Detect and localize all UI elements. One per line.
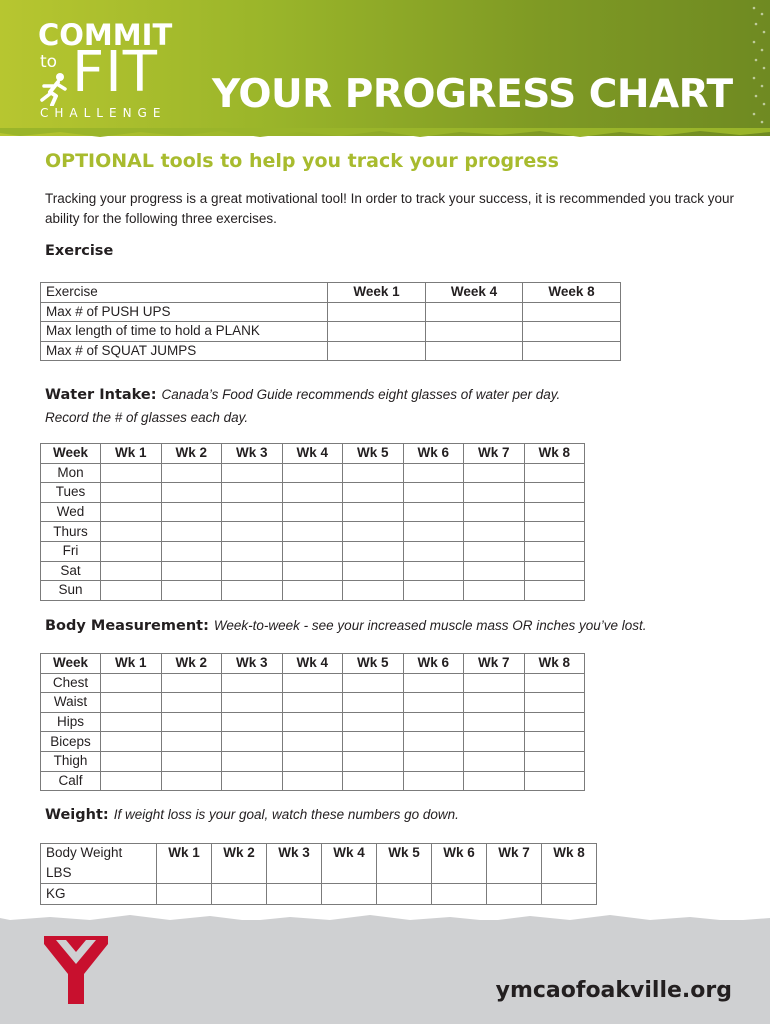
table-header: Wk 6 xyxy=(403,654,464,674)
table-row xyxy=(41,712,585,732)
table-row xyxy=(41,751,585,771)
entry-cell[interactable] xyxy=(524,673,585,693)
row-label: Thurs xyxy=(41,522,101,542)
row-label: Max # of SQUAT JUMPS xyxy=(41,341,328,361)
water-table xyxy=(40,443,585,601)
exercise-table xyxy=(40,282,621,361)
footer xyxy=(0,920,770,1024)
table-header-row xyxy=(41,283,621,303)
row-label: Wed xyxy=(41,502,101,522)
entry-cell[interactable] xyxy=(212,883,267,904)
water-heading-label: Water Intake: xyxy=(45,387,157,403)
entry-cell[interactable] xyxy=(222,522,283,542)
entry-cell[interactable] xyxy=(464,502,525,522)
table-header: Wk 5 xyxy=(343,444,404,464)
logo-commit-text: COMMIT xyxy=(38,18,173,52)
entry-cell[interactable] xyxy=(222,751,283,771)
entry-cell[interactable] xyxy=(524,751,585,771)
entry-cell[interactable] xyxy=(432,863,487,884)
header-banner xyxy=(0,0,770,136)
entry-cell[interactable] xyxy=(343,732,404,752)
entry-cell[interactable] xyxy=(322,883,377,904)
entry-cell[interactable] xyxy=(524,561,585,581)
table-row xyxy=(41,541,585,561)
row-label: Max length of time to hold a PLANK xyxy=(41,322,328,342)
table-header: Wk 5 xyxy=(343,654,404,674)
entry-cell[interactable] xyxy=(282,732,343,752)
table-header: Wk 8 xyxy=(542,844,597,863)
water-note: Canada’s Food Guide recommends eight glasses of water per day. xyxy=(161,387,561,402)
entry-cell[interactable] xyxy=(403,561,464,581)
table-header-row xyxy=(41,844,597,863)
logo-challenge-text: CHALLENGE xyxy=(40,106,167,120)
entry-cell[interactable] xyxy=(101,541,162,561)
table-header: Wk 8 xyxy=(524,444,585,464)
entry-cell[interactable] xyxy=(222,541,283,561)
entry-cell[interactable] xyxy=(328,302,426,322)
entry-cell[interactable] xyxy=(222,732,283,752)
entry-cell[interactable] xyxy=(343,771,404,791)
table-header: Wk 3 xyxy=(267,844,322,863)
entry-cell[interactable] xyxy=(222,693,283,713)
row-label: Sun xyxy=(41,581,101,601)
row-label: KG xyxy=(41,883,157,904)
body-heading-label: Body Measurement: xyxy=(45,618,209,634)
entry-cell[interactable] xyxy=(101,732,162,752)
table-header: Week 8 xyxy=(523,283,621,303)
entry-cell[interactable] xyxy=(157,883,212,904)
entry-cell[interactable] xyxy=(222,463,283,483)
weight-heading xyxy=(45,807,459,823)
table-row xyxy=(41,502,585,522)
entry-cell[interactable] xyxy=(282,673,343,693)
section-subtitle: OPTIONAL tools to help you track your progress xyxy=(45,150,559,172)
entry-cell[interactable] xyxy=(403,581,464,601)
table-header: Wk 5 xyxy=(377,844,432,863)
entry-cell[interactable] xyxy=(464,522,525,542)
table-header: Body Weight xyxy=(41,844,157,863)
row-label: Waist xyxy=(41,693,101,713)
entry-cell[interactable] xyxy=(101,751,162,771)
entry-cell[interactable] xyxy=(282,693,343,713)
entry-cell[interactable] xyxy=(101,712,162,732)
entry-cell[interactable] xyxy=(212,863,267,884)
entry-cell[interactable] xyxy=(524,522,585,542)
entry-cell[interactable] xyxy=(524,732,585,752)
row-label: Calf xyxy=(41,771,101,791)
entry-cell[interactable] xyxy=(161,581,222,601)
row-label: Thigh xyxy=(41,751,101,771)
table-header: Wk 1 xyxy=(157,844,212,863)
table-header: Wk 4 xyxy=(322,844,377,863)
entry-cell[interactable] xyxy=(343,502,404,522)
ymca-logo-icon xyxy=(42,934,112,1006)
table-row xyxy=(41,693,585,713)
entry-cell[interactable] xyxy=(464,712,525,732)
entry-cell[interactable] xyxy=(464,483,525,503)
table-header: Week xyxy=(41,444,101,464)
entry-cell[interactable] xyxy=(222,502,283,522)
row-label: Max # of PUSH UPS xyxy=(41,302,328,322)
entry-cell[interactable] xyxy=(523,302,621,322)
entry-cell[interactable] xyxy=(267,863,322,884)
table-header: Wk 4 xyxy=(282,654,343,674)
table-row xyxy=(41,483,585,503)
entry-cell[interactable] xyxy=(101,463,162,483)
entry-cell[interactable] xyxy=(101,522,162,542)
entry-cell[interactable] xyxy=(282,561,343,581)
entry-cell[interactable] xyxy=(161,522,222,542)
entry-cell[interactable] xyxy=(403,522,464,542)
table-header: Wk 1 xyxy=(101,444,162,464)
entry-cell[interactable] xyxy=(542,863,597,884)
row-label: Chest xyxy=(41,673,101,693)
entry-cell[interactable] xyxy=(161,693,222,713)
entry-cell[interactable] xyxy=(161,483,222,503)
entry-cell[interactable] xyxy=(222,561,283,581)
entry-cell[interactable] xyxy=(222,673,283,693)
entry-cell[interactable] xyxy=(161,712,222,732)
entry-cell[interactable] xyxy=(343,673,404,693)
entry-cell[interactable] xyxy=(282,771,343,791)
table-row xyxy=(41,463,585,483)
entry-cell[interactable] xyxy=(328,322,426,342)
entry-cell[interactable] xyxy=(343,693,404,713)
entry-cell[interactable] xyxy=(222,712,283,732)
table-row xyxy=(41,863,597,884)
entry-cell[interactable] xyxy=(464,463,525,483)
entry-cell[interactable] xyxy=(282,522,343,542)
entry-cell[interactable] xyxy=(464,673,525,693)
entry-cell[interactable] xyxy=(161,463,222,483)
entry-cell[interactable] xyxy=(161,732,222,752)
entry-cell[interactable] xyxy=(464,561,525,581)
entry-cell[interactable] xyxy=(464,771,525,791)
entry-cell[interactable] xyxy=(343,751,404,771)
entry-cell[interactable] xyxy=(161,502,222,522)
entry-cell[interactable] xyxy=(542,883,597,904)
entry-cell[interactable] xyxy=(524,771,585,791)
table-header: Wk 3 xyxy=(222,654,283,674)
entry-cell[interactable] xyxy=(403,541,464,561)
entry-cell[interactable] xyxy=(282,581,343,601)
entry-cell[interactable] xyxy=(403,673,464,693)
entry-cell[interactable] xyxy=(524,463,585,483)
entry-cell[interactable] xyxy=(403,751,464,771)
page-title: YOUR PROGRESS CHART xyxy=(212,72,733,117)
banner-dot-pattern xyxy=(748,0,770,130)
entry-cell[interactable] xyxy=(426,322,523,342)
entry-cell[interactable] xyxy=(524,483,585,503)
entry-cell[interactable] xyxy=(101,561,162,581)
table-header: Wk 4 xyxy=(282,444,343,464)
weight-note: If weight loss is your goal, watch these numbers go down. xyxy=(113,807,459,822)
entry-cell[interactable] xyxy=(464,732,525,752)
water-note-2: Record the # of glasses each day. xyxy=(45,410,249,425)
entry-cell[interactable] xyxy=(524,581,585,601)
entry-cell[interactable] xyxy=(282,463,343,483)
logo-to-text: to xyxy=(40,52,58,72)
banner-rough-edge xyxy=(0,128,770,140)
table-header: Wk 7 xyxy=(487,844,542,863)
weight-table xyxy=(40,843,597,905)
entry-cell[interactable] xyxy=(403,483,464,503)
body-note: Week-to-week - see your increased muscle mass OR inches you’ve lost. xyxy=(213,618,647,633)
entry-cell[interactable] xyxy=(403,771,464,791)
table-header-row xyxy=(41,444,585,464)
body-table xyxy=(40,653,585,791)
table-row xyxy=(41,771,585,791)
table-header: Wk 7 xyxy=(464,444,525,464)
table-header: Exercise xyxy=(41,283,328,303)
entry-cell[interactable] xyxy=(464,751,525,771)
entry-cell[interactable] xyxy=(161,751,222,771)
entry-cell[interactable] xyxy=(343,522,404,542)
entry-cell[interactable] xyxy=(524,502,585,522)
entry-cell[interactable] xyxy=(524,541,585,561)
entry-cell[interactable] xyxy=(343,712,404,732)
table-row xyxy=(41,302,621,322)
entry-cell[interactable] xyxy=(464,693,525,713)
table-row xyxy=(41,883,597,904)
entry-cell[interactable] xyxy=(523,322,621,342)
entry-cell[interactable] xyxy=(343,561,404,581)
table-row xyxy=(41,322,621,342)
entry-cell[interactable] xyxy=(464,581,525,601)
entry-cell[interactable] xyxy=(426,341,523,361)
runner-icon xyxy=(38,72,70,106)
entry-cell[interactable] xyxy=(524,712,585,732)
entry-cell[interactable] xyxy=(282,483,343,503)
entry-cell[interactable] xyxy=(403,712,464,732)
entry-cell[interactable] xyxy=(101,502,162,522)
entry-cell[interactable] xyxy=(282,751,343,771)
table-header: Wk 2 xyxy=(161,444,222,464)
table-header: Wk 2 xyxy=(161,654,222,674)
table-row xyxy=(41,561,585,581)
exercise-heading: Exercise xyxy=(45,243,114,259)
table-row xyxy=(41,581,585,601)
table-row xyxy=(41,522,585,542)
entry-cell[interactable] xyxy=(222,581,283,601)
table-header: Wk 8 xyxy=(524,654,585,674)
table-header: Week 1 xyxy=(328,283,426,303)
water-heading xyxy=(45,387,560,403)
entry-cell[interactable] xyxy=(403,693,464,713)
table-header: Wk 3 xyxy=(222,444,283,464)
entry-cell[interactable] xyxy=(282,541,343,561)
table-header: Wk 7 xyxy=(464,654,525,674)
logo-fit-text: FIT xyxy=(72,40,158,105)
entry-cell[interactable] xyxy=(403,502,464,522)
entry-cell[interactable] xyxy=(101,483,162,503)
entry-cell[interactable] xyxy=(432,883,487,904)
row-label: LBS xyxy=(41,863,157,884)
table-row xyxy=(41,341,621,361)
entry-cell[interactable] xyxy=(523,341,621,361)
body-heading xyxy=(45,618,647,634)
entry-cell[interactable] xyxy=(322,863,377,884)
entry-cell[interactable] xyxy=(328,341,426,361)
entry-cell[interactable] xyxy=(157,863,212,884)
entry-cell[interactable] xyxy=(343,541,404,561)
table-header: Wk 1 xyxy=(101,654,162,674)
entry-cell[interactable] xyxy=(101,771,162,791)
entry-cell[interactable] xyxy=(282,712,343,732)
entry-cell[interactable] xyxy=(222,771,283,791)
entry-cell[interactable] xyxy=(101,673,162,693)
row-label: Fri xyxy=(41,541,101,561)
entry-cell[interactable] xyxy=(267,883,322,904)
entry-cell[interactable] xyxy=(161,771,222,791)
entry-cell[interactable] xyxy=(101,581,162,601)
entry-cell[interactable] xyxy=(464,541,525,561)
table-row xyxy=(41,673,585,693)
entry-cell[interactable] xyxy=(487,883,542,904)
entry-cell[interactable] xyxy=(343,483,404,503)
table-header: Week xyxy=(41,654,101,674)
entry-cell[interactable] xyxy=(403,463,464,483)
entry-cell[interactable] xyxy=(222,483,283,503)
row-label: Sat xyxy=(41,561,101,581)
table-header-row xyxy=(41,654,585,674)
footer-url[interactable]: ymcaofoakville.org xyxy=(495,978,732,1003)
entry-cell[interactable] xyxy=(343,581,404,601)
row-label: Hips xyxy=(41,712,101,732)
intro-paragraph: Tracking your progress is a great motivational tool! In order to track your success, it is recommended you track your ability for the following three exercises. xyxy=(45,191,735,226)
entry-cell[interactable] xyxy=(101,693,162,713)
row-label: Tues xyxy=(41,483,101,503)
table-header: Week 4 xyxy=(426,283,523,303)
row-label: Mon xyxy=(41,463,101,483)
weight-heading-label: Weight: xyxy=(45,807,109,823)
entry-cell[interactable] xyxy=(282,502,343,522)
table-header: Wk 6 xyxy=(403,444,464,464)
entry-cell[interactable] xyxy=(403,732,464,752)
entry-cell[interactable] xyxy=(161,561,222,581)
table-header: Wk 6 xyxy=(432,844,487,863)
entry-cell[interactable] xyxy=(377,883,432,904)
table-header: Wk 2 xyxy=(212,844,267,863)
entry-cell[interactable] xyxy=(487,863,542,884)
entry-cell[interactable] xyxy=(524,693,585,713)
entry-cell[interactable] xyxy=(377,863,432,884)
entry-cell[interactable] xyxy=(426,302,523,322)
entry-cell[interactable] xyxy=(161,673,222,693)
row-label: Biceps xyxy=(41,732,101,752)
entry-cell[interactable] xyxy=(343,463,404,483)
entry-cell[interactable] xyxy=(161,541,222,561)
table-row xyxy=(41,732,585,752)
